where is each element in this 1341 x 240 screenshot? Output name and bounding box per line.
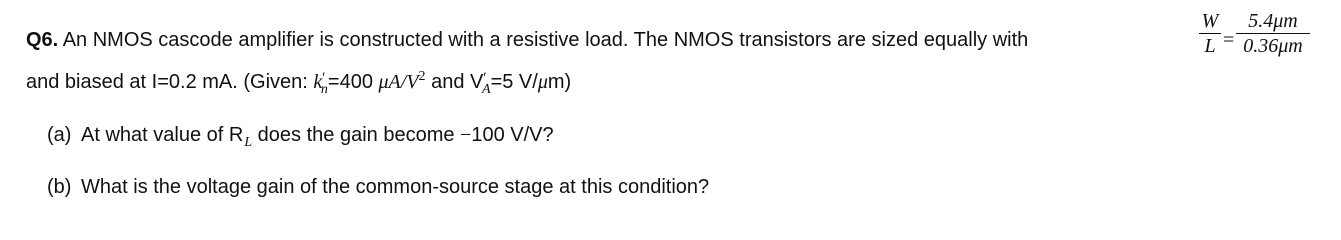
part-a [47, 123, 554, 150]
va-value: =5 V/ [490, 71, 538, 93]
va-tail: m) [547, 71, 572, 93]
kn-units: μA/V [378, 71, 419, 93]
part-b-label: (b) [47, 176, 72, 198]
kn-prime: ′ [322, 69, 325, 85]
fraction-equals-sign: = [1223, 29, 1235, 51]
question-line-1 [26, 28, 1028, 52]
part-a-text-cont: does the gain become [252, 124, 461, 146]
fraction-bar [1199, 33, 1221, 34]
micro-symbol: μ [537, 71, 548, 93]
width-value: 5.4μm [1248, 10, 1298, 32]
question-line-2 [26, 70, 571, 97]
va-subscript: A [482, 82, 491, 97]
kn-value: =400 [327, 71, 379, 93]
rl-subscript: L [244, 135, 253, 150]
gain-value: 100 V/V? [471, 124, 554, 146]
wl-ratio-fraction [1199, 10, 1221, 57]
part-a-text: At what value of R [81, 124, 244, 146]
va-prefix: and V [425, 71, 484, 93]
length-value: 0.36μm [1243, 35, 1303, 57]
width-symbol: W [1201, 10, 1219, 32]
minus-sign: − [460, 124, 472, 146]
dimension-fraction [1236, 10, 1310, 57]
part-a-label: (a) [47, 124, 72, 146]
fraction-bar [1236, 33, 1310, 34]
part-b-text: What is the voltage gain of the common-source stage at this condition? [81, 176, 710, 198]
bias-text: and biased at I=0.2 mA. (Given: [26, 71, 314, 93]
question-number: Q6. [26, 29, 59, 51]
kn-exponent: 2 [418, 69, 426, 84]
part-b [47, 175, 709, 199]
kn-symbol: k [313, 71, 323, 93]
question-intro-text: An NMOS cascode amplifier is constructed with a resistive load. The NMOS transistors are sized equally with [62, 29, 1029, 51]
va-prime: ′ [483, 69, 486, 85]
length-symbol: L [1204, 35, 1216, 57]
kn-subscript: n [320, 82, 328, 97]
